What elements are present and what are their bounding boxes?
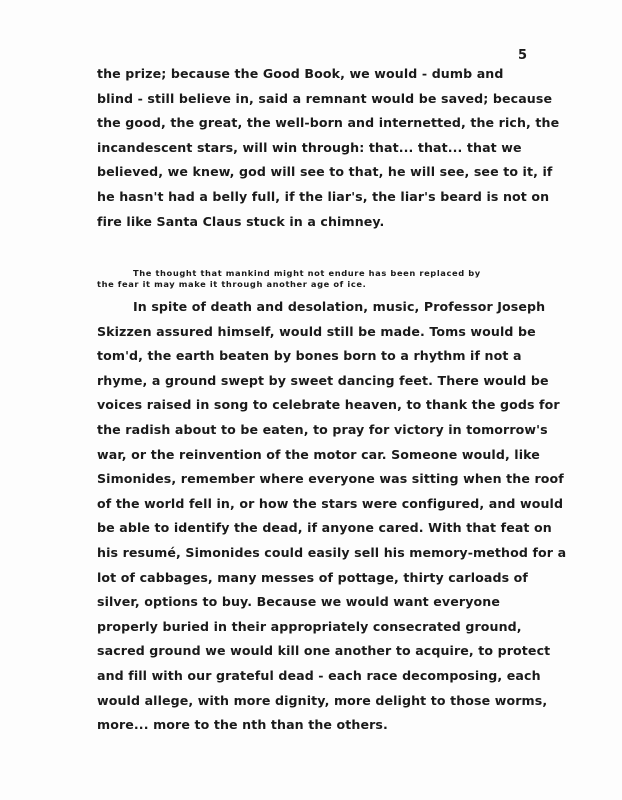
text-line: fire like Santa Claus stuck in a chimney. [97, 213, 385, 229]
text-line: voices raised in song to celebrate heaven, to thank the gods for [97, 397, 560, 413]
text-line: war, or the reinvention of the motor car. Someone would, like [97, 446, 540, 462]
text-line: his resumé, Simonides could easily sell his memory-method for a [97, 544, 567, 560]
text-line: believed, we knew, god will see to that, he will see, see to it, if [97, 164, 553, 180]
text-line: of the world fell in, or how the stars were configured, and would [97, 495, 564, 511]
page-number: 5 [518, 48, 528, 63]
text-line: be able to identify the dead, if anyone cared. With that feat on [97, 520, 552, 536]
text-line: incandescent stars, will win through: that... that... that we [97, 139, 522, 155]
text-line: Simonides, remember where everyone was sitting when the roof [97, 471, 564, 487]
epigraph-line: The thought that mankind might not endure has been replaced by [133, 268, 481, 278]
text-line: lot of cabbages, many messes of pottage, thirty carloads of [97, 569, 528, 585]
text-line: silver, options to buy. Because we would want everyone [97, 594, 500, 610]
text-line: sacred ground we would kill one another to acquire, to protect [97, 643, 551, 659]
text-line: and fill with our grateful dead - each race decomposing, each [97, 667, 541, 683]
text-line: In spite of death and desolation, music, Professor Joseph [133, 299, 546, 314]
text-line: the radish about to be eaten, to pray for victory in tomorrow's [97, 421, 548, 437]
text-line: he hasn't had a belly full, if the liar's, the liar's beard is not on [97, 188, 550, 204]
paragraph-main [97, 295, 567, 738]
paragraph-continued [97, 62, 560, 234]
epigraph [97, 268, 481, 290]
text-line: the good, the great, the well-born and internetted, the rich, the [97, 115, 560, 131]
text-line: would allege, with more dignity, more delight to those worms, [97, 692, 548, 708]
epigraph-line: the fear it may make it through another age of ice. [97, 279, 367, 289]
text-line: tom'd, the earth beaten by bones born to a rhythm if not a [97, 348, 522, 364]
text-line: properly buried in their appropriately consecrated ground, [97, 618, 522, 634]
text-line: blind - still believe in, said a remnant would be saved; because [97, 90, 553, 106]
text-line: the prize; because the Good Book, we would - dumb and [97, 66, 504, 81]
text-line: Skizzen assured himself, would still be made. Toms would be [97, 323, 536, 339]
text-line: more... more to the nth than the others. [97, 717, 388, 733]
text-line: rhyme, a ground swept by sweet dancing feet. There would be [97, 372, 549, 388]
